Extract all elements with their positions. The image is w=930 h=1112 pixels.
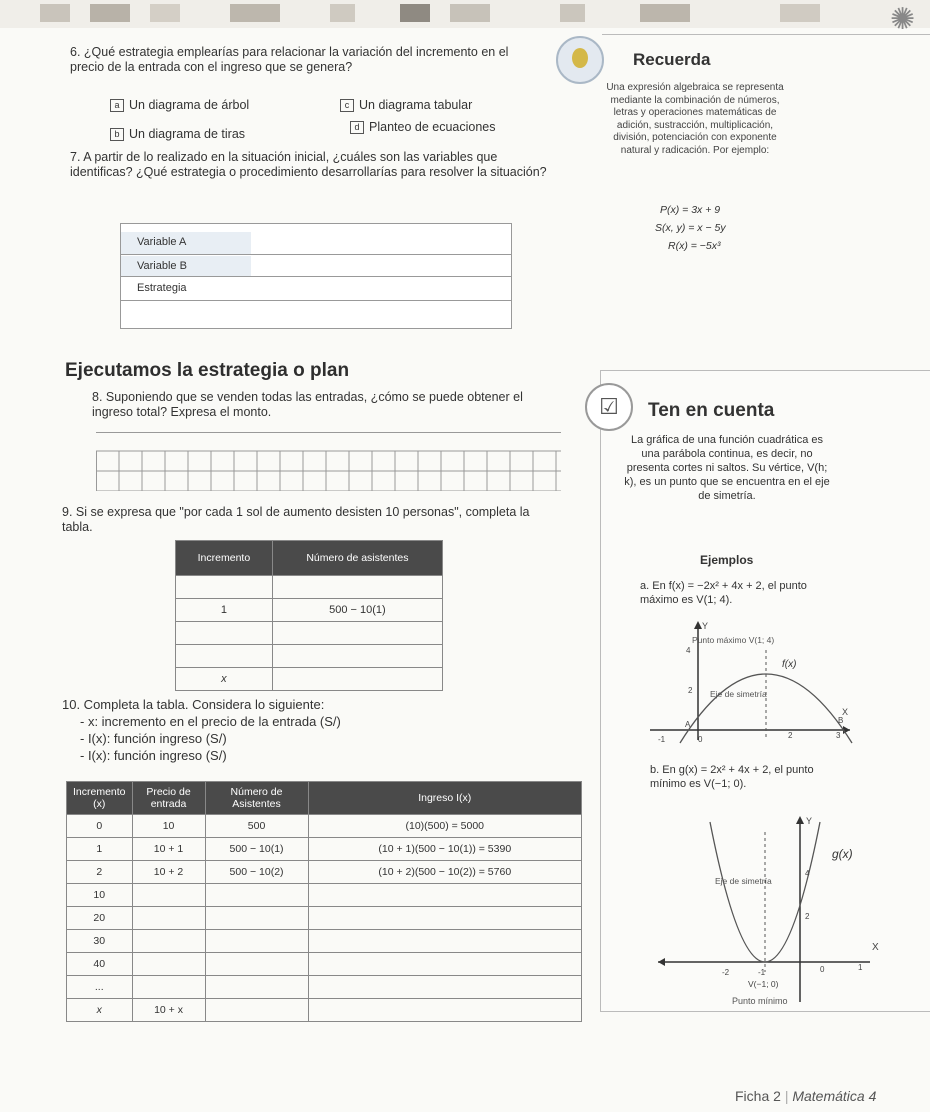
svg-text:2: 2 xyxy=(688,686,693,695)
svg-text:Y: Y xyxy=(806,816,813,826)
table-row[interactable] xyxy=(176,622,443,645)
col-asistentes: Número de asistentes xyxy=(272,541,442,576)
table-row[interactable]: 1 500 − 10(1) xyxy=(176,599,443,622)
section-title: Ejecutamos la estrategia o plan xyxy=(65,360,350,381)
strategy-label: Estrategia xyxy=(137,282,187,294)
col-ingreso: Ingreso I(x) xyxy=(308,782,581,815)
table-row[interactable]: ... xyxy=(67,976,582,999)
bullet-x: - x: incremento en el precio de la entrada (S/) xyxy=(80,714,341,729)
svg-text:0: 0 xyxy=(820,965,825,974)
bullet-ix-2: - I(x): función ingreso (S/) xyxy=(80,748,227,763)
table-row[interactable]: 40 xyxy=(67,953,582,976)
min-label: Punto mínimo xyxy=(732,996,788,1006)
col-x: Incremento (x) xyxy=(67,782,133,815)
y-label: Y xyxy=(702,621,709,631)
table-row[interactable] xyxy=(176,645,443,668)
x-label: X xyxy=(842,707,849,717)
svg-text:4: 4 xyxy=(805,869,810,878)
svg-text:-2: -2 xyxy=(722,968,730,977)
example-b: b. En g(x) = 2x² + 4x + 2, el punto mínimo es V(−1; 0). xyxy=(650,764,814,790)
graph-b xyxy=(650,812,880,1007)
question-8: 8. Suponiendo que se venden todas las entradas, ¿cómo se puede obtener el ingreso total? Expresa el monto. xyxy=(92,390,523,419)
axis-label: Eje de simetría xyxy=(710,689,767,699)
decorative-banner xyxy=(0,0,930,28)
col-incremento: Incremento xyxy=(176,541,273,576)
recuerda-text: Una expresión algebraica se representa mediante la combinación de números, letras y operaciones matemáticas de adición, sustracción, multiplicación, división, potenciación con exponente natural y radicación. Por ejemplo: xyxy=(606,82,784,156)
svg-text:X: X xyxy=(872,942,879,953)
question-10: 10. Completa la tabla. Considera lo siguiente: xyxy=(62,697,325,712)
variable-b-label: Variable B xyxy=(137,260,187,272)
table-row[interactable]: 1 10 + 1 500 − 10(1) (10 + 1)(500 − 10(1)) = 5390 xyxy=(67,838,582,861)
col-asistentes: Número de Asistentes xyxy=(205,782,308,815)
svg-text:B: B xyxy=(838,716,844,725)
table-row[interactable]: 30 xyxy=(67,930,582,953)
variables-box[interactable] xyxy=(120,223,512,329)
example-s: S(x, y) = x − 5y xyxy=(655,222,726,234)
recuerda-panel xyxy=(602,34,930,285)
variable-a-label: Variable A xyxy=(137,236,187,248)
table-row[interactable]: x xyxy=(176,668,443,691)
option-d[interactable]: d Planteo de ecuaciones xyxy=(350,120,495,134)
example-r: R(x) = −5x³ xyxy=(668,240,721,252)
footer: Ficha 2 | Matemática 4 xyxy=(735,1088,877,1104)
col-precio: Precio de entrada xyxy=(132,782,205,815)
svg-text:4: 4 xyxy=(686,646,691,655)
svg-text:0: 0 xyxy=(698,735,703,744)
ejemplos-title: Ejemplos xyxy=(700,553,754,567)
axis-label: Eje de simetría xyxy=(715,876,772,886)
question-7: 7. A partir de lo realizado en la situación inicial, ¿cuáles son las variables que identificas? ¿Qué estrategia o procedimiento desarrollarías para resolver la situación? xyxy=(70,150,547,179)
question-9: 9. Si se expresa que "por cada 1 sol de aumento desisten 10 personas", completa la tabla. xyxy=(62,505,530,534)
answer-grid[interactable] xyxy=(96,432,561,491)
table-10[interactable] xyxy=(66,781,582,1022)
table-row[interactable]: x 10 + x xyxy=(67,999,582,1022)
option-a[interactable]: a Un diagrama de árbol xyxy=(110,98,249,112)
func-label: f(x) xyxy=(782,659,797,670)
question-6: 6. ¿Qué estrategia emplearías para relacionar la variación del incremento en el precio de la entrada con el ingreso que se genera? xyxy=(70,45,509,74)
lightbulb-icon xyxy=(556,36,604,84)
option-b[interactable]: b Un diagrama de tiras xyxy=(110,127,245,141)
svg-text:2: 2 xyxy=(788,731,793,740)
ten-en-cuenta-title: Ten en cuenta xyxy=(648,400,775,421)
table-row[interactable] xyxy=(176,576,443,599)
table-row[interactable]: 0 10 500 (10)(500) = 5000 xyxy=(67,815,582,838)
bullet-ix-1: - I(x): función ingreso (S/) xyxy=(80,731,227,746)
graph-a xyxy=(640,615,860,750)
checklist-icon: ☑ xyxy=(585,383,633,431)
svg-text:3: 3 xyxy=(836,731,841,740)
svg-text:A: A xyxy=(685,720,691,729)
svg-text:-1: -1 xyxy=(758,968,766,977)
footer-ficha: Ficha 2 xyxy=(735,1088,781,1104)
max-label: Punto máximo V(1; 4) xyxy=(692,635,775,645)
vertex-label: V(−1; 0) xyxy=(748,979,779,989)
table-row[interactable]: 2 10 + 2 500 − 10(2) (10 + 2)(500 − 10(2)) = 5760 xyxy=(67,861,582,884)
table-9[interactable] xyxy=(175,540,443,691)
svg-text:1: 1 xyxy=(858,963,863,972)
example-p: P(x) = 3x + 9 xyxy=(660,204,721,216)
ten-en-cuenta-text: La gráfica de una función cuadrática es una parábola continua, es decir, no presenta cortes ni saltos. Su vértice, V(h; k), es un punto que se encuentra en el eje de simetría. xyxy=(624,434,830,502)
parabola-f xyxy=(680,674,852,743)
star-decoration-icon: ✺ xyxy=(890,3,916,36)
func-label: g(x) xyxy=(832,847,853,861)
footer-subject: Matemática 4 xyxy=(792,1088,877,1104)
example-a: a. En f(x) = −2x² + 4x + 2, el punto máximo es V(1; 4). xyxy=(640,580,807,606)
svg-text:-1: -1 xyxy=(658,735,666,744)
svg-text:2: 2 xyxy=(805,912,810,921)
recuerda-title: Recuerda xyxy=(633,50,711,69)
table-row[interactable]: 10 xyxy=(67,884,582,907)
table-row[interactable]: 20 xyxy=(67,907,582,930)
option-c[interactable]: c Un diagrama tabular xyxy=(340,98,472,112)
